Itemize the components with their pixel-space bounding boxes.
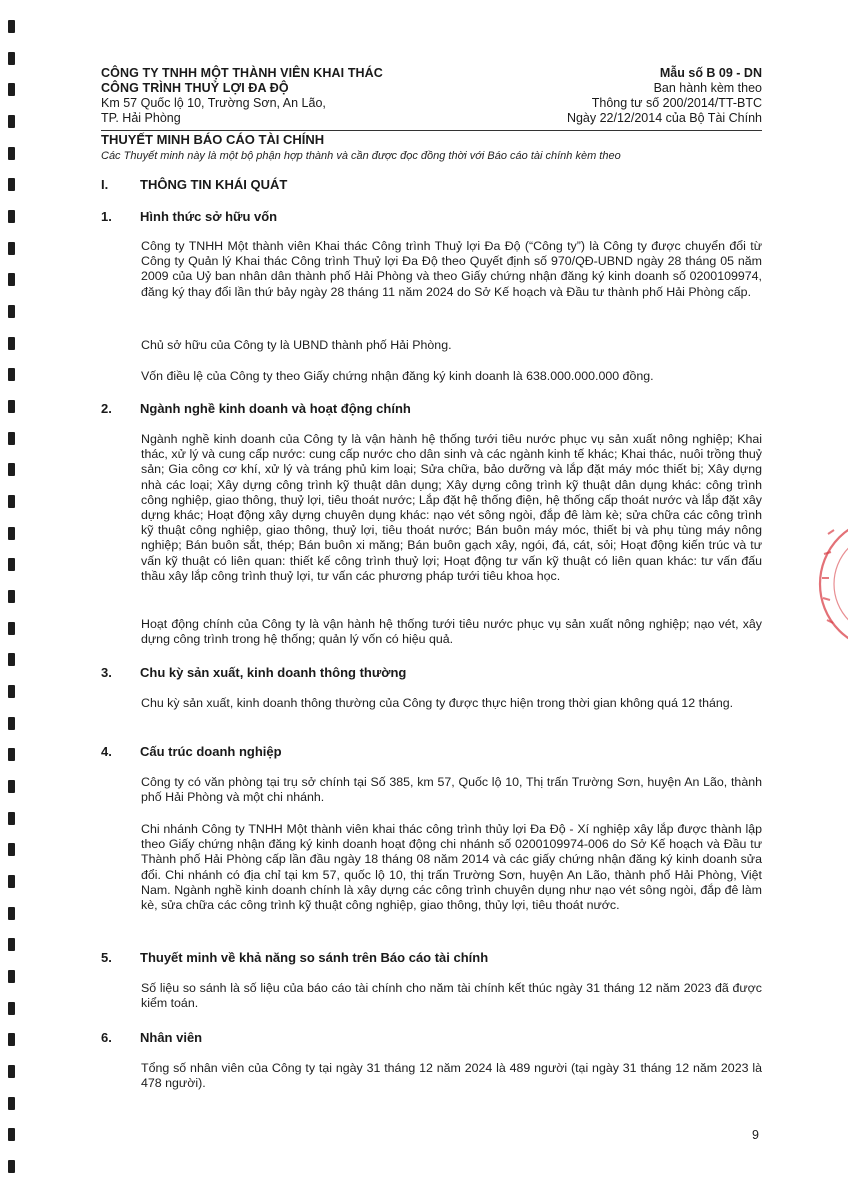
section-title: THÔNG TIN KHÁI QUÁT xyxy=(140,177,288,192)
item-title: Nhân viên xyxy=(140,1030,203,1045)
form-note-2: Thông tư số 200/2014/TT-BTC xyxy=(591,96,762,110)
company-seal-stamp xyxy=(814,494,848,674)
paragraph: Hoạt động chính của Công ty là vận hành hệ thống tưới tiêu nước phục vụ sản xuất nông nghiệp; nạo vét, xây dựng công trình trong hệ thống; quản lý vốn có hiệu quả. xyxy=(141,617,762,647)
paragraph: Công ty TNHH Một thành viên Khai thác Công trình Thuỷ lợi Đa Độ (“Công ty”) là Công ty được chuyển đổi từ Công ty Quản lý Khai thác Công trình Thuỷ lợi Đa Độ theo Quyết định số 970/QĐ-UBND ngày 28 tháng 05 năm 2009 của Uỷ ban nhân dân thành phố Hải Phòng và theo Giấy chứng nhận đăng ký kinh doanh số 0200109974, đăng ký thay đổi lần thứ bảy ngày 28 tháng 11 năm 2024 do Sở Kế hoạch và Đầu tư thành phố Hải Phòng cấp. xyxy=(141,239,762,299)
form-note-1: Ban hành kèm theo xyxy=(653,81,762,95)
header-divider xyxy=(101,130,762,131)
item-title: Chu kỳ sản xuất, kinh doanh thông thường xyxy=(140,665,407,680)
item-number: 4. xyxy=(101,744,112,759)
item-number: 3. xyxy=(101,665,112,680)
paragraph: Công ty có văn phòng tại trụ sở chính tại Số 385, km 57, Quốc lộ 10, Thị trấn Trường Sơn, huyện An Lão, thành phố Hải Phòng và một chi nhánh. xyxy=(141,775,762,805)
paragraph: Chi nhánh Công ty TNHH Một thành viên khai thác công trình thủy lợi Đa Độ - Xí nghiệp xây lắp được thành lập theo Giấy chứng nhận đăng ký kinh doanh hoạt động chi nhánh số 0200109974-006 do Sở Kế hoạch và Đầu tư Thành phố Hải Phòng cấp lần đầu ngày 18 tháng 08 năm 2014 và các giấy chứng nhận đăng ký kinh doanh sửa đổi. Chi nhánh có địa chỉ tại km 57, quốc lộ 10, thị trấn Trường Sơn, huyện An Lão, thành phố Hải Phòng, Việt Nam. Ngành nghề kinh doanh chính là xây dựng các công trình chuyên dụng như nạo vét sông ngòi, đắp đê làm kè, sửa chữa các công trình kỹ thuật công nghiệp, giao thông, thủy lợi, tiêu thoát nước. xyxy=(141,822,762,913)
paragraph: Chu kỳ sản xuất, kinh doanh thông thường của Công ty được thực hiện trong thời gian không quá 12 tháng. xyxy=(141,696,734,710)
paragraph: Vốn điều lệ của Công ty theo Giấy chứng nhận đăng ký kinh doanh là 638.000.000.000 đồng. xyxy=(141,369,654,383)
item-number: 2. xyxy=(101,401,112,416)
item-title: Ngành nghề kinh doanh và hoạt động chính xyxy=(140,401,411,416)
form-reference xyxy=(520,66,762,126)
item-title: Thuyết minh về khả năng so sánh trên Báo cáo tài chính xyxy=(140,950,489,965)
item-number: 1. xyxy=(101,209,112,224)
document-title: THUYẾT MINH BÁO CÁO TÀI CHÍNH xyxy=(101,132,325,147)
company-name-line1: CÔNG TY TNHH MỘT THÀNH VIÊN KHAI THÁC xyxy=(101,66,383,80)
document-subtitle: Các Thuyết minh này là một bộ phận hợp thành và cần được đọc đồng thời với Báo cáo tài chính kèm theo xyxy=(101,150,621,162)
section-number: I. xyxy=(101,177,109,192)
paragraph: Tổng số nhân viên của Công ty tại ngày 31 tháng 12 năm 2024 là 489 người (tại ngày 31 tháng 12 năm 2023 là 478 người). xyxy=(141,1061,762,1091)
seal-graphic xyxy=(814,494,848,674)
form-code: Mẫu số B 09 - DN xyxy=(659,66,762,80)
paragraph: Ngành nghề kinh doanh của Công ty là vận hành hệ thống tưới tiêu nước phục vụ sản xuất nông nghiệp; Khai thác, xử lý và cung cấp nước: cung cấp nước cho dân sinh và các ngành kinh tế khác; Khai thác, nuôi trồng thuỷ sản; Gia công cơ khí, xử lý và tráng phủ kim loại; Sửa chữa, bảo dưỡng và lắp đặt máy móc thiết bị; Xây dựng nhà các loại; Xây dựng công trình kỹ thuật dân dụng; Xây dựng công trình kỹ thuật dân dụng khác: công trình công nghiệp, giao thông, thuỷ lợi, tiêu thoát nước; Lắp đặt hệ thống điện, hệ thống cấp thoát nước và lắp đặt xây dựng khác; Hoạt động xây dựng chuyên dụng khác: nạo vét sông ngòi, đắp đê làm kè; sửa chữa các công trình kỹ thuật công nghiệp, giao thông, thuỷ lợi, tiêu thoát nước; Bán buôn máy móc, thiết bị và phụ tùng máy nông nghiệp; Bán buôn sắt, thép; Bán buôn xi măng; Bán buôn gạch xây, ngói, đá, cát, sỏi; Hoạt động kiến trúc và tư vấn kỹ thuật có liên quan: thiết kế công trình thuỷ lợi; Hoạt động tư vấn kỹ thuật có liên quan khác: tư vấn đấu thầu xây lắp công trình thuỷ lợi, tư vấn các phương pháp tưới tiêu khoa học. xyxy=(141,432,762,583)
item-title: Hình thức sở hữu vốn xyxy=(140,209,278,224)
company-address-line1: Km 57 Quốc lộ 10, Trường Sơn, An Lão, xyxy=(101,96,326,110)
company-header xyxy=(101,66,461,126)
company-address-line2: TP. Hải Phòng xyxy=(101,111,181,125)
form-note-3: Ngày 22/12/2014 của Bộ Tài Chính xyxy=(566,111,762,125)
item-number: 6. xyxy=(101,1030,112,1045)
item-number: 5. xyxy=(101,950,112,965)
company-name-line2: CÔNG TRÌNH THUỶ LỢI ĐA ĐỘ xyxy=(101,81,289,95)
page-number: 9 xyxy=(752,1128,759,1142)
paragraph: Chủ sở hữu của Công ty là UBND thành phố Hải Phòng. xyxy=(141,338,452,352)
paragraph: Số liệu so sánh là số liệu của báo cáo tài chính cho năm tài chính kết thúc ngày 31 tháng 12 năm 2023 đã được kiểm toán. xyxy=(141,981,762,1011)
item-title: Cấu trúc doanh nghiệp xyxy=(140,744,282,759)
